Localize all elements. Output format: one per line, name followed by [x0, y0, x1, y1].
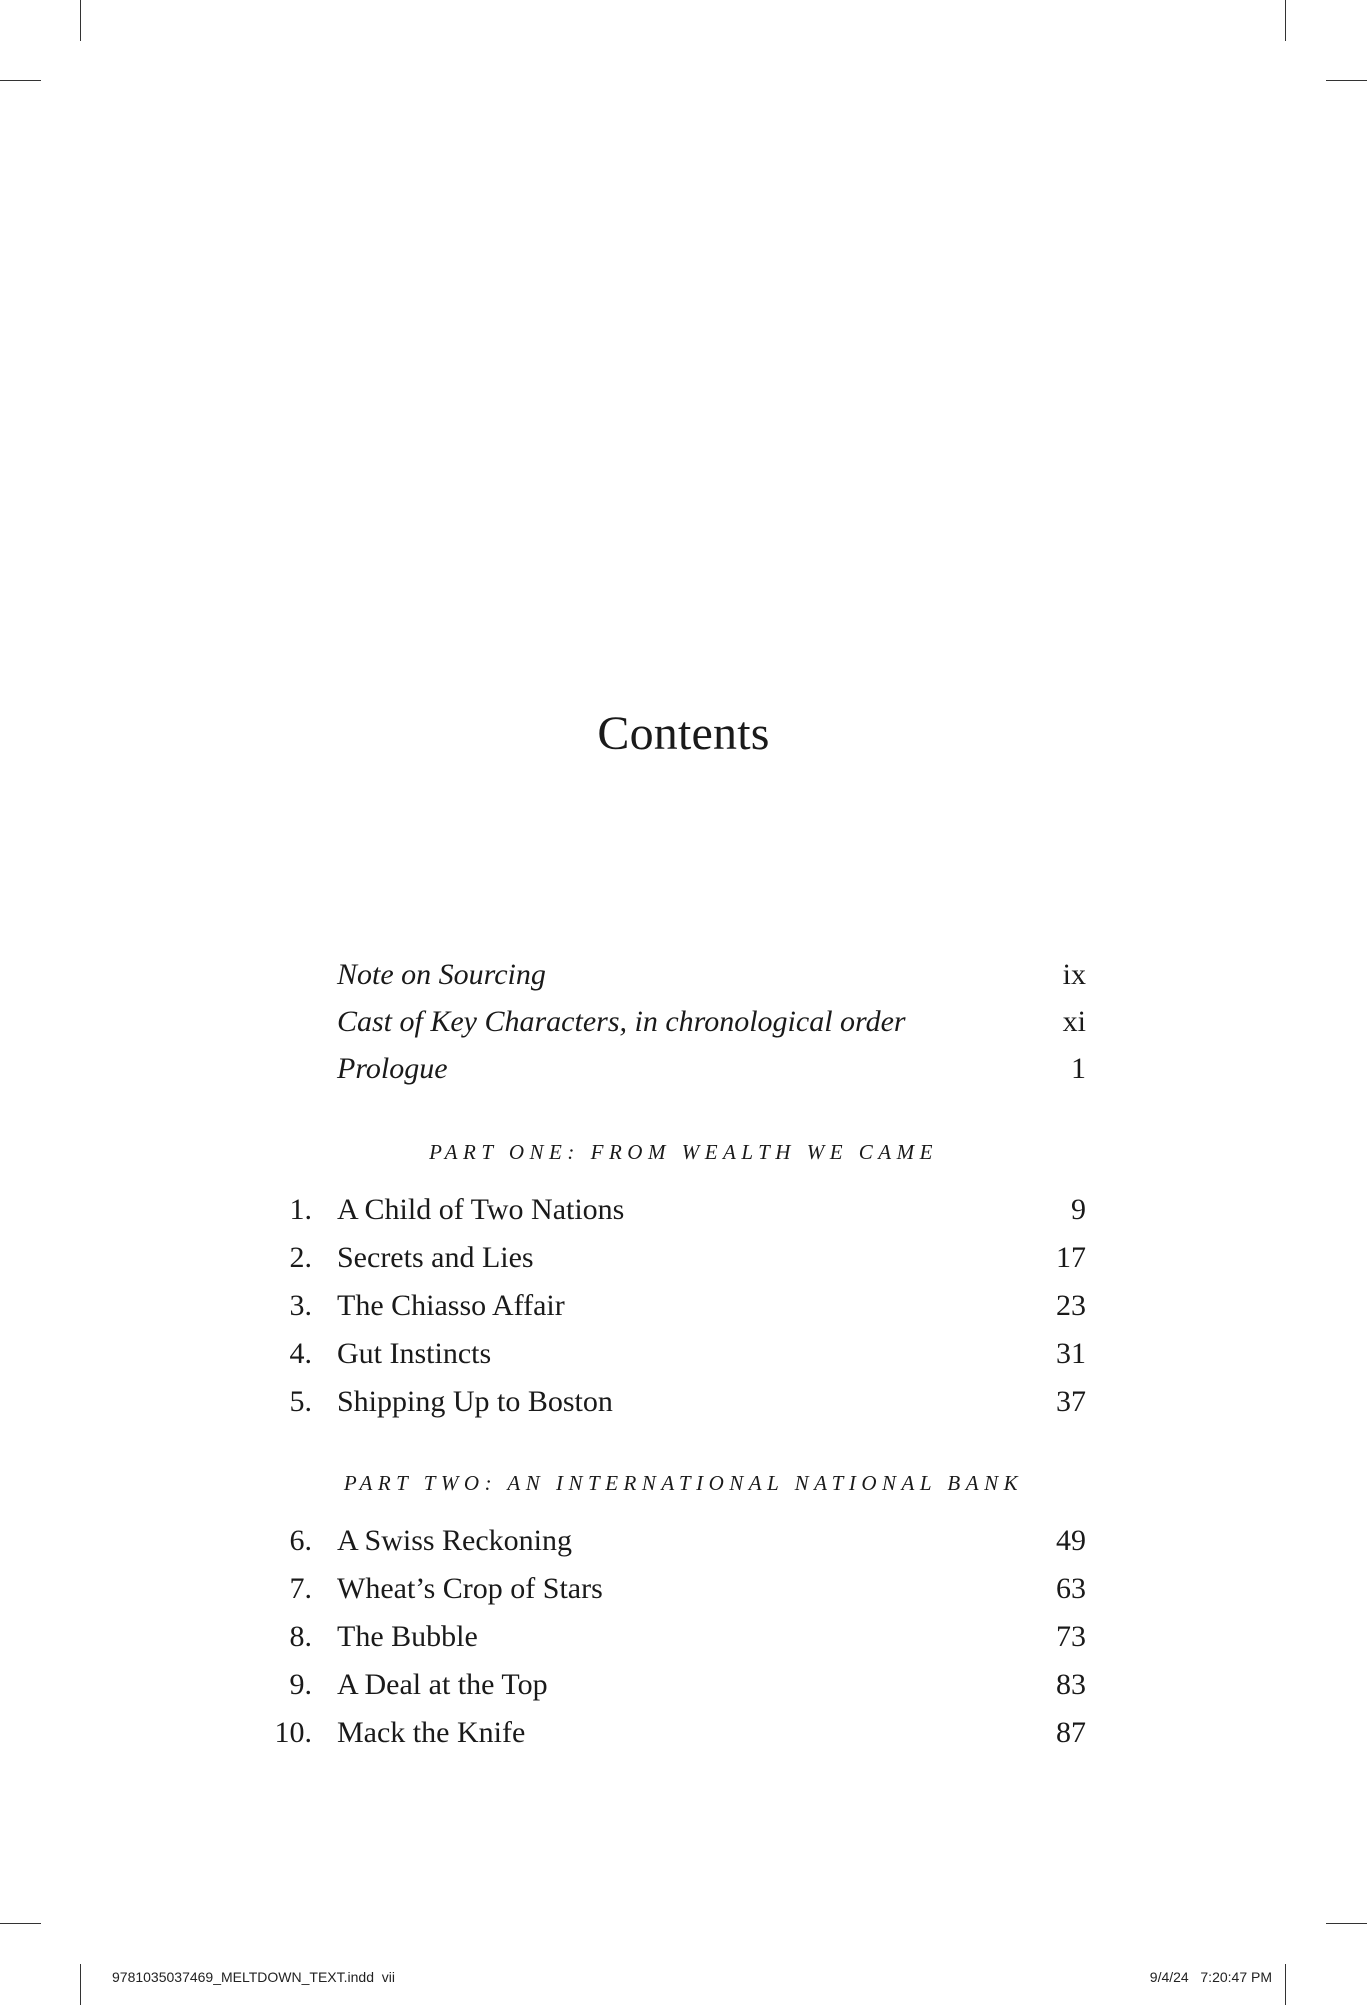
crop-mark-right-bottom	[1326, 1923, 1367, 1924]
toc-chapter-number: 8.	[289, 1620, 312, 1653]
toc-entry-page: 73	[1056, 1620, 1086, 1653]
part-heading: PART TWO: AN INTERNATIONAL NATIONAL BANK	[343, 1471, 1024, 1495]
toc-entry-page: 17	[1056, 1241, 1086, 1274]
toc-chapter-entry[interactable]	[270, 1519, 1086, 1563]
crop-mark-left-top	[0, 80, 41, 81]
toc-chapter-number: 6.	[289, 1524, 312, 1557]
toc-entry-label: Note on Sourcing	[337, 958, 546, 991]
crop-mark-top-right	[1285, 0, 1286, 41]
slug-file-name	[112, 1969, 395, 1985]
page-title: Contents	[597, 707, 770, 760]
toc-entry-label: Cast of Key Characters, in chronological order	[337, 1005, 906, 1038]
toc-entry-label: The Chiasso Affair	[337, 1289, 565, 1322]
toc-chapter-number: 3.	[289, 1289, 312, 1322]
slug-date: 9/4/24	[1149, 1969, 1189, 1985]
toc-chapter-number: 4.	[289, 1337, 312, 1370]
toc-chapter-number: 9.	[289, 1668, 312, 1701]
toc-entry-page: 87	[1056, 1716, 1086, 1749]
slug-file: 9781035037469_MELTDOWN_TEXT.indd	[112, 1969, 375, 1985]
toc-chapter-number: 2.	[289, 1241, 312, 1274]
toc-entry-label: Wheat’s Crop of Stars	[337, 1572, 603, 1605]
toc-entry-label: A Child of Two Nations	[337, 1193, 625, 1226]
toc-entry-page: 23	[1056, 1289, 1086, 1322]
toc-chapter-entry[interactable]	[270, 1188, 1086, 1232]
crop-mark-bottom-right	[1285, 1964, 1286, 2005]
crop-mark-top-left	[80, 0, 81, 41]
toc-entry-label: Mack the Knife	[337, 1716, 526, 1749]
toc-front-entry[interactable]	[270, 1000, 1086, 1044]
slug-timestamp	[1150, 1969, 1272, 1985]
part-heading: PART ONE: FROM WEALTH WE CAME	[429, 1140, 938, 1164]
crop-mark-bottom-left	[80, 1964, 81, 2005]
toc-entry-page: 83	[1056, 1668, 1086, 1701]
toc-chapter-number: 10.	[274, 1716, 312, 1749]
toc-chapter-entry[interactable]	[270, 1236, 1086, 1280]
slug-time: 7:20:47 PM	[1200, 1969, 1272, 1985]
toc-entry-page: 37	[1056, 1385, 1086, 1418]
toc-front-entry[interactable]	[270, 953, 1086, 997]
slug-page: vii	[381, 1969, 396, 1985]
toc-chapter-entry[interactable]	[270, 1332, 1086, 1376]
toc-chapter-entry[interactable]	[270, 1567, 1086, 1611]
toc-chapter-entry[interactable]	[270, 1284, 1086, 1328]
toc-entry-label: A Deal at the Top	[337, 1668, 548, 1701]
toc-entry-label: Secrets and Lies	[337, 1241, 534, 1274]
toc-chapter-entry[interactable]	[270, 1615, 1086, 1659]
toc-entry-page: 31	[1056, 1337, 1086, 1370]
toc-entry-label: Shipping Up to Boston	[337, 1385, 613, 1418]
toc-chapter-entry[interactable]	[270, 1711, 1086, 1755]
toc-chapter-number: 7.	[289, 1572, 312, 1605]
toc-entry-label: The Bubble	[337, 1620, 478, 1653]
toc-entry-page: xi	[1062, 1005, 1086, 1038]
toc-entry-label: A Swiss Reckoning	[337, 1524, 573, 1557]
crop-mark-left-bottom	[0, 1923, 41, 1924]
toc-chapter-entry[interactable]	[270, 1663, 1086, 1707]
toc-entry-page: 9	[1071, 1193, 1086, 1226]
toc-entry-label: Prologue	[337, 1052, 448, 1085]
toc-chapter-number: 5.	[289, 1385, 312, 1418]
toc-chapter-entry[interactable]	[270, 1380, 1086, 1424]
toc-entry-page: 1	[1071, 1052, 1086, 1085]
toc-entry-page: 49	[1056, 1524, 1086, 1557]
toc-chapter-number: 1.	[289, 1193, 312, 1226]
toc-entry-label: Gut Instincts	[337, 1337, 492, 1370]
toc-entry-page: ix	[1062, 958, 1086, 991]
toc-front-entry[interactable]	[270, 1047, 1086, 1091]
crop-mark-right-top	[1326, 80, 1367, 81]
toc-entry-page: 63	[1056, 1572, 1086, 1605]
